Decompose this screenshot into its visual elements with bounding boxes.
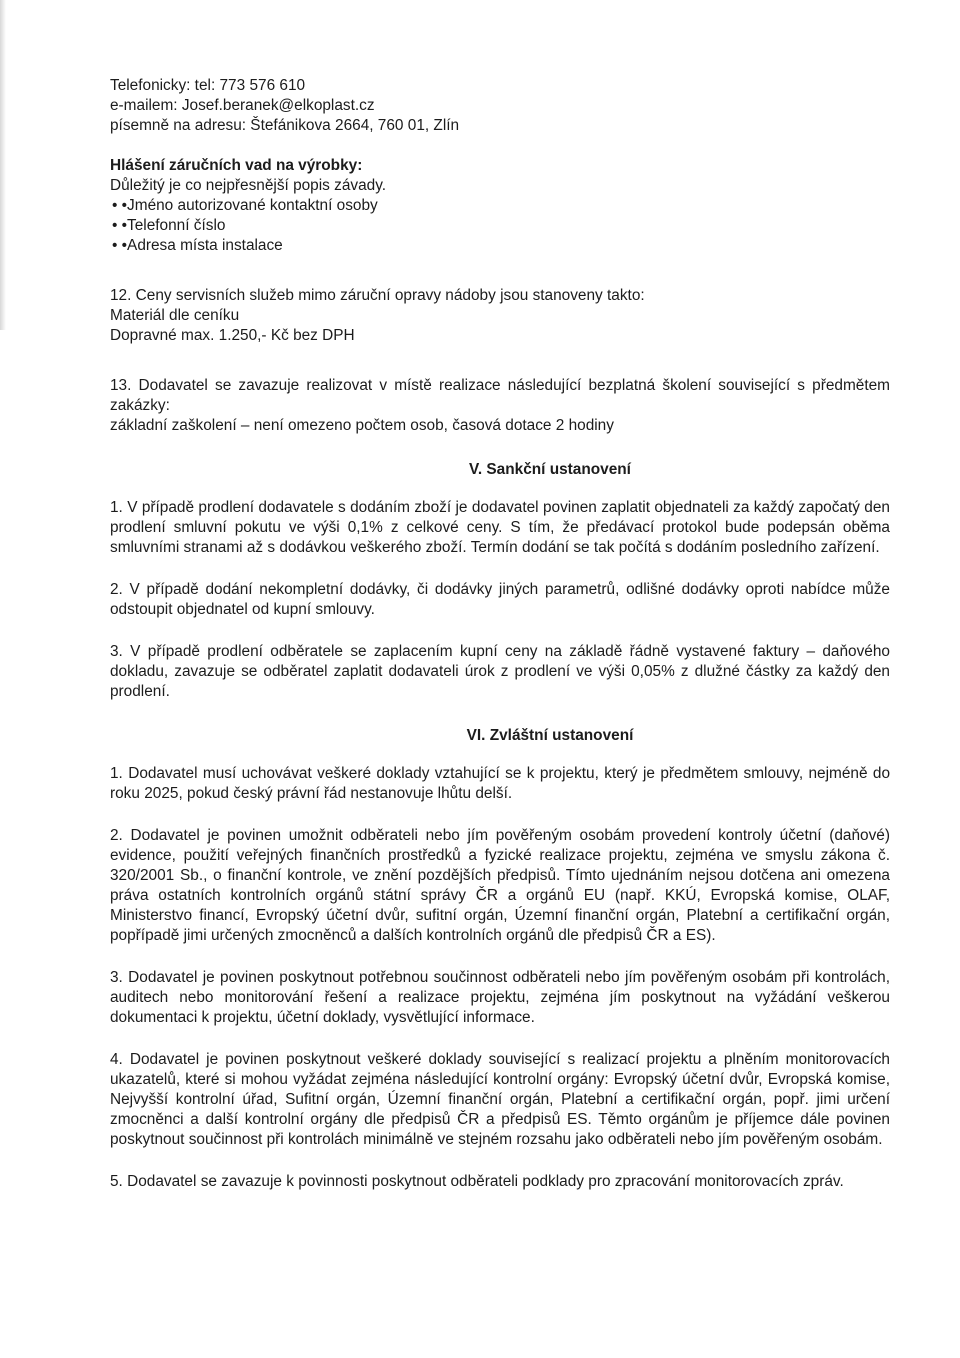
list-item: • •Adresa místa instalace bbox=[112, 237, 283, 254]
section-12-title: 12. Ceny servisních služeb mimo záruční opravy nádoby jsou stanoveny takto: bbox=[110, 287, 645, 304]
contact-block bbox=[110, 76, 890, 136]
complaint-block bbox=[110, 156, 890, 256]
complaint-heading: Hlášení záručních vad na výrobky: bbox=[110, 157, 363, 174]
section-v-paragraph-1: 1. V případě prodlení dodavatele s dodáním zboží je dodavatel povinen zaplatit objednateli za každý započatý den prodlení smluvní pokutu ve výši 0,1% z celkové ceny. S tím, že předávací protokol bude podepsán oběma smluvními stranami až s dodávkou veškerého zboží. Termín dodání se tak počítá s dodáním posledního zařízení. bbox=[110, 499, 890, 556]
complaint-intro: Důležitý je co nejpřesnější popis závady. bbox=[110, 177, 387, 194]
section-12-material: Materiál dle ceníku bbox=[110, 307, 240, 324]
section-vi-heading: VI. Zvláštní ustanovení bbox=[466, 727, 634, 744]
section-12 bbox=[110, 286, 890, 346]
contact-phone: Telefonicky: tel: 773 576 610 bbox=[110, 77, 306, 94]
section-13 bbox=[110, 376, 890, 436]
scan-edge-shadow bbox=[0, 0, 6, 330]
section-v-paragraph-2: 2. V případě dodání nekompletní dodávky, či dodávky jiných parametrů, odlišné dodávky oproti nabídce může odstoupit objednatel od kupní smlouvy. bbox=[110, 581, 890, 618]
section-12-transport: Dopravné max. 1.250,- Kč bez DPH bbox=[110, 327, 355, 344]
section-vi-paragraph-2: 2. Dodavatel je povinen umožnit odběrateli nebo jím pověřeným osobám provedení kontroly účetní (daňové) evidence, použití veřejných finančních prostředků a fyzické realizace projektu, zejména ve smyslu zákona č. 320/2001 Sb., o finanční kontrole, ve znění pozdějších předpisů. Tímto ujednáním nejsou dotčena ani omezena práva ostatních kontrolních orgánů státní správy ČR a orgánů EU (např. KKÚ, Evropská komise, OLAF, Ministerstvo financí, Evropský účetní dvůr, sufitní orgán, Územní finanční orgán, Platební a certifikační orgán, popřípadě jimi určených zmocněnců a dalších kontrolních orgánů dle předpisů ČR a ES). bbox=[110, 827, 890, 944]
list-item: • •Jméno autorizované kontaktní osoby bbox=[112, 197, 378, 214]
section-vi-paragraph-1: 1. Dodavatel musí uchovávat veškeré doklady vztahující se k projektu, který je předmětem smlouvy, nejméně do roku 2025, pokud český právní řád nestanovuje lhůtu delší. bbox=[110, 765, 890, 802]
section-vi-paragraph-5: 5. Dodavatel se zavazuje k povinnosti poskytnout odběrateli podklady pro zpracování monitorovacích zpráv. bbox=[110, 1173, 844, 1190]
section-13-text: 13. Dodavatel se zavazuje realizovat v místě realizace následující bezplatná školení související s předmětem zakázky: bbox=[110, 377, 890, 414]
section-v-heading: V. Sankční ustanovení bbox=[469, 461, 631, 478]
contact-address: písemně na adresu: Štefánikova 2664, 760 01, Zlín bbox=[110, 117, 460, 134]
section-vi-paragraph-4: 4. Dodavatel je povinen poskytnout veškeré doklady související s realizací projektu a plněním monitorovacích ukazatelů, které si mohou vyžádat zejména následující kontrolní orgány: Evropský účetní dvůr, Evropská komise, Nejvyšší kontrolní úřad, Sufitní orgán, Územní finanční orgán, Platební a certifikační orgán, popř. jimi určení zmocněnci a další kontrolní orgány dle předpisů ČR a předpisů ES. Těmto orgánům je příjemce dále povinen poskytnout součinnost při kontrolách minimálně ve stejném rozsahu jako odběrateli nebo jím pověřeným osobám. bbox=[110, 1051, 890, 1148]
section-13-training: základní zaškolení – není omezeno počtem osob, časová dotace 2 hodiny bbox=[110, 417, 614, 434]
section-v-paragraph-3: 3. V případě prodlení odběratele se zaplacením kupní ceny na základě řádně vystavené faktury – daňového dokladu, zavazuje se odběratel zaplatit dodavateli úrok z prodlení ve výši 0,05% z dlužné částky za každý den prodlení. bbox=[110, 643, 890, 700]
section-vi-paragraph-3: 3. Dodavatel je povinen poskytnout potřebnou součinnost odběrateli nebo jím pověřeným osobám při kontrolách, auditech nebo monitorování řešení a realizace projektu, zejména jím poskytnout na vyžádání veškerou dokumentaci k projektu, účetní doklady, vysvětlující informace. bbox=[110, 969, 890, 1026]
contact-email: e-mailem: Josef.beranek@elkoplast.cz bbox=[110, 97, 375, 114]
list-item: • •Telefonní číslo bbox=[112, 217, 226, 234]
